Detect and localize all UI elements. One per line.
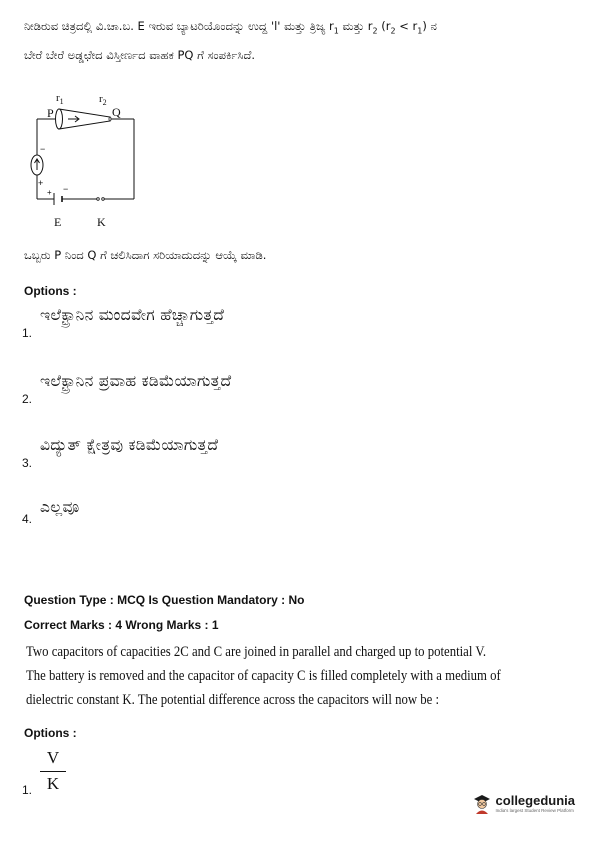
question-line: The battery is removed and the capacitor of capacity C is filled completely with a medium of: [26, 668, 501, 684]
fraction: [40, 748, 66, 794]
label-r2: $r_2$: [99, 93, 107, 107]
denominator: K: [46, 774, 60, 793]
question-instruction: ಒಬ್ಬರು P ನಿಂದ Q ಗೆ ಚಲಿಸಿದಾಗ ಸರಿಯಾದುದನ್ನು ಆಯ್ಕೆ ಮಾಡಿ.: [24, 248, 267, 262]
question-line: dielectric constant K. The potential difference across the capacitors will now be :: [26, 692, 440, 708]
option-number: 3.: [22, 456, 33, 470]
logo-tagline: India's largest Student Review Platform: [495, 808, 574, 813]
question-line-2: ಬೇರೆ ಬೇರೆ ಅಡ್ಡಛೇದ ವಿಸ್ತೀರ್ಣದ ವಾಹಕ PQ ಗೆ ಸಂಪರ್ಕಿಸಿದೆ.: [24, 48, 256, 63]
label-cell-plus: +: [47, 188, 52, 197]
marks-line: Correct Marks : 4 Wrong Marks : 1: [24, 618, 219, 632]
question-text: [24, 14, 569, 68]
collegedunia-logo: [471, 792, 575, 814]
label-q: Q: [112, 105, 121, 119]
label-e: E: [54, 215, 62, 229]
numerator: V: [46, 748, 60, 767]
question-text: [26, 640, 501, 712]
option-text: ವಿದ್ಯುತ್ ಕ್ಷೇತ್ರವು ಕಡಿಮೆಯಾಗುತ್ತದೆ: [40, 436, 219, 454]
circuit-diagram: [18, 88, 148, 233]
label-r1: $r_1$: [56, 92, 64, 106]
options-heading: Options :: [24, 726, 77, 740]
option-text: ಎಲ್ಲವೂ: [40, 498, 80, 516]
option-number: 1.: [22, 783, 33, 797]
question-type-line: Question Type : MCQ Is Question Mandatory : No: [24, 593, 305, 607]
student-mascot-icon: [471, 792, 493, 814]
fraction-bar: [40, 771, 66, 772]
question-line-1: ನೀಡಿರುವ ಚಿತ್ರದಲ್ಲಿ ವಿ.ಚಾ.ಬ. E ಇರುವ ಬ್ಯಾಟರಿಯೊಂದನ್ನು ಉದ್ದ 'l' ಮತ್ತು ತ್ರಿಜ್ಯ $r_1$ ಮತ್ತು $r_2$ $(r_2 < r_1)$ ನ: [24, 19, 437, 36]
logo-name: collegedunia: [495, 793, 575, 808]
option-number: 1.: [22, 326, 33, 340]
options-heading: Options :: [24, 284, 77, 298]
label-plus-meter: +: [38, 178, 44, 188]
option-text: ಇಲೆಕ್ಟ್ರಾನಿನ ಪ್ರವಾಹ ಕಡಿಮೆಯಾಗುತ್ತದೆ: [40, 372, 232, 390]
conductor-pq: [59, 109, 110, 129]
option-number: 4.: [22, 512, 33, 526]
label-p: P: [47, 106, 54, 120]
label-minus-meter: −: [40, 144, 46, 154]
label-k: K: [97, 215, 106, 229]
label-cell-minus: −: [63, 184, 69, 194]
option-number: 2.: [22, 392, 33, 406]
question-line: Two capacitors of capacities 2C and C are joined in parallel and charged up to potential V.: [26, 644, 487, 660]
option-text: ಇಲೆಕ್ಟ್ರಾನಿನ ಮಂದವೇಗ ಹೆಚ್ಚಾಗುತ್ತದೆ: [40, 306, 225, 324]
